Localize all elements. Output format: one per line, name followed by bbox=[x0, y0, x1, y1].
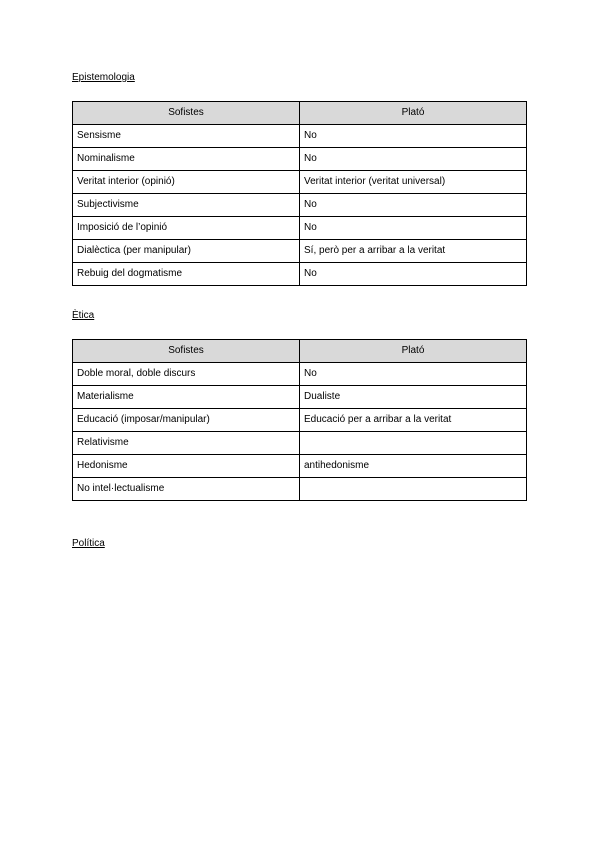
cell-plato: No bbox=[300, 363, 527, 386]
table-header-row bbox=[73, 102, 527, 125]
table-row bbox=[73, 478, 527, 501]
table-row bbox=[73, 432, 527, 455]
heading-epistemologia: Epistemologia bbox=[72, 72, 135, 83]
cell-sofistes: Sensisme bbox=[73, 125, 300, 148]
cell-plato bbox=[300, 478, 527, 501]
table-epistemologia bbox=[72, 101, 527, 286]
heading-politica: Política bbox=[72, 538, 105, 549]
cell-plato: No bbox=[300, 217, 527, 240]
cell-plato: antihedonisme bbox=[300, 455, 527, 478]
cell-plato: Veritat interior (veritat universal) bbox=[300, 171, 527, 194]
cell-plato: No bbox=[300, 125, 527, 148]
cell-sofistes: No intel·lectualisme bbox=[73, 478, 300, 501]
table-row bbox=[73, 363, 527, 386]
table-row bbox=[73, 125, 527, 148]
cell-plato: Dualiste bbox=[300, 386, 527, 409]
cell-sofistes: Subjectivisme bbox=[73, 194, 300, 217]
table-row bbox=[73, 455, 527, 478]
table-row bbox=[73, 217, 527, 240]
table-row bbox=[73, 194, 527, 217]
cell-plato: Educació per a arribar a la veritat bbox=[300, 409, 527, 432]
header-sofistes: Sofistes bbox=[73, 340, 300, 363]
cell-sofistes: Educació (imposar/manipular) bbox=[73, 409, 300, 432]
cell-sofistes: Doble moral, doble discurs bbox=[73, 363, 300, 386]
cell-sofistes: Rebuig del dogmatisme bbox=[73, 263, 300, 286]
header-plato: Plató bbox=[300, 102, 527, 125]
cell-plato: No bbox=[300, 148, 527, 171]
cell-sofistes: Dialèctica (per manipular) bbox=[73, 240, 300, 263]
cell-plato bbox=[300, 432, 527, 455]
table-etica bbox=[72, 339, 527, 501]
table-row bbox=[73, 386, 527, 409]
cell-sofistes: Imposició de l’opinió bbox=[73, 217, 300, 240]
cell-plato: No bbox=[300, 263, 527, 286]
cell-sofistes: Hedonisme bbox=[73, 455, 300, 478]
cell-plato: No bbox=[300, 194, 527, 217]
table-row bbox=[73, 171, 527, 194]
cell-sofistes: Nominalisme bbox=[73, 148, 300, 171]
table-row bbox=[73, 409, 527, 432]
heading-etica: Ètica bbox=[72, 310, 95, 321]
table-row bbox=[73, 240, 527, 263]
table-row bbox=[73, 263, 527, 286]
cell-sofistes: Relativisme bbox=[73, 432, 300, 455]
cell-sofistes: Veritat interior (opinió) bbox=[73, 171, 300, 194]
table-row bbox=[73, 148, 527, 171]
cell-sofistes: Materialisme bbox=[73, 386, 300, 409]
header-plato: Plató bbox=[300, 340, 527, 363]
header-sofistes: Sofistes bbox=[73, 102, 300, 125]
cell-plato: Sí, però per a arribar a la veritat bbox=[300, 240, 527, 263]
table-header-row bbox=[73, 340, 527, 363]
